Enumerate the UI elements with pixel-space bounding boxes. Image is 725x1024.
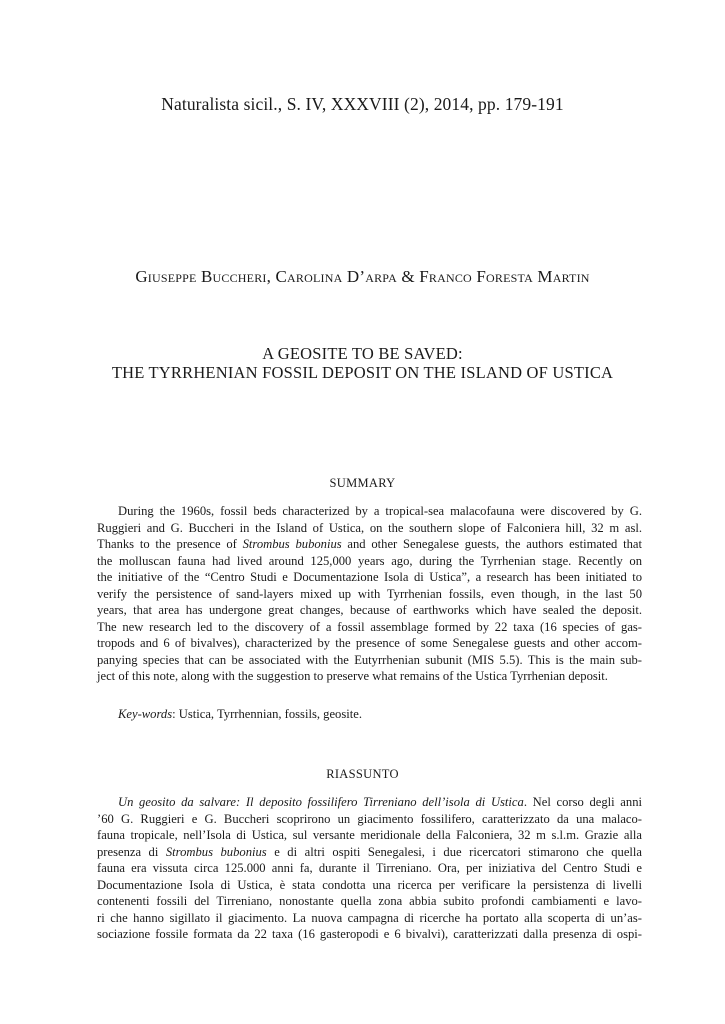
riassunto-line: contenenti fossili del Tirreniano, nonostante quella zona abbia subito profondi cambiamenti e lavo- bbox=[97, 894, 642, 908]
riassunto-text: e di altri ospiti Senegalesi, i due ricercatori stimarono che quella bbox=[266, 844, 643, 859]
riassunto-text: presenza di bbox=[97, 844, 166, 859]
author-list: Giuseppe Buccheri, Carolina D’arpa & Franco Foresta Martin bbox=[135, 267, 590, 286]
summary-line: the initiative of the “Centro Studi e Documentazione Isola di Ustica”, a research has been initiated to bbox=[97, 570, 642, 584]
summary-line: years, that area has undergone great changes, because of earthworks which have sealed the deposit. bbox=[97, 603, 642, 617]
summary-line bbox=[97, 536, 642, 553]
summary-text: and other Senegalese guests, the authors estimated that bbox=[341, 537, 642, 551]
summary-text: Thanks to the presence of bbox=[97, 537, 243, 551]
title-line-2: THE TYRRHENIAN FOSSIL DEPOSIT ON THE ISLAND OF USTICA bbox=[111, 363, 614, 382]
riassunto-line bbox=[97, 794, 642, 811]
italian-title: Un geosito da salvare: Il deposito fossilifero Tirreniano dell’isola di Ustica bbox=[118, 795, 524, 809]
title-line-1: A GEOSITE TO BE SAVED: bbox=[262, 344, 463, 363]
summary-line: the molluscan fauna had lived around 125,000 years ago, during the Tyrrhenian stage. Recently on bbox=[97, 553, 642, 568]
riassunto-line: sociazione fossile formata da 22 taxa (16 gasteropodi e 6 bivalvi), caratterizzati dalla presenza di ospi- bbox=[97, 927, 642, 941]
summary-line: ject of this note, along with the suggestion to preserve what remains of the Ustica Tyrrhenian deposit. bbox=[97, 669, 608, 683]
summary-line: verify the persistence of sand-layers mixed up with Tyrrhenian fossils, even though, in the last 50 bbox=[97, 586, 642, 601]
riassunto-line: fauna tropicale, nell’Isola di Ustica, sul versante meridionale della Falconiera, 32 m s.l.m. Grazie alla bbox=[97, 828, 642, 842]
journal-reference: Naturalista sicil., S. IV, XXXVIII (2), 2014, pp. 179-191 bbox=[161, 94, 564, 114]
paper-title bbox=[0, 344, 725, 382]
keywords bbox=[118, 707, 362, 722]
summary-line: Ruggieri and G. Buccheri in the Island of Ustica, on the southern slope of Falconiera hill, 32 m asl. bbox=[97, 520, 642, 535]
summary-line: panying species that can be associated with the Eutyrrhenian subunit (MIS 5.5). This is the main sub- bbox=[97, 652, 642, 667]
keywords-text: : Ustica, Tyrrhennian, fossils, geosite. bbox=[172, 707, 362, 721]
species-name: Strombus bubonius bbox=[242, 537, 342, 551]
keywords-label: Key-words bbox=[118, 707, 173, 721]
riassunto-text: . Nel corso degli anni bbox=[523, 795, 642, 809]
summary-body bbox=[97, 503, 642, 685]
species-name: Strombus bubonius bbox=[165, 844, 267, 859]
riassunto-line: ri che hanno sigillato il giacimento. La nuova campagna di ricerche ha portato alla scoperta di un’as- bbox=[97, 910, 642, 925]
summary-line: During the 1960s, fossil beds characterized by a tropical-sea malacofauna were discovered by G. bbox=[118, 504, 642, 518]
summary-heading: SUMMARY bbox=[329, 476, 396, 490]
riassunto-line bbox=[97, 844, 642, 861]
riassunto-line: fauna era vissuta circa 125.000 anni fa, durante il Tirreniano. Ora, per iniziativa del Centro Studi e bbox=[97, 861, 642, 875]
summary-line: tropods and 6 of bivalves), characterized by the presence of some Senegalese guests and other accom- bbox=[97, 636, 642, 650]
riassunto-line: ’60 G. Ruggieri e G. Buccheri scoprirono un giacimento fossilifero, caratterizzato da una malaco- bbox=[97, 811, 642, 826]
riassunto-line: Documentazione Isola di Ustica, è stata condotta una ricerca per verificare la persistenza di livelli bbox=[97, 877, 642, 892]
riassunto-heading: RIASSUNTO bbox=[326, 767, 399, 781]
summary-line: The new research led to the discovery of a fossil assemblage formed by 22 taxa (16 species of gas- bbox=[97, 619, 642, 634]
riassunto-body bbox=[97, 794, 642, 943]
